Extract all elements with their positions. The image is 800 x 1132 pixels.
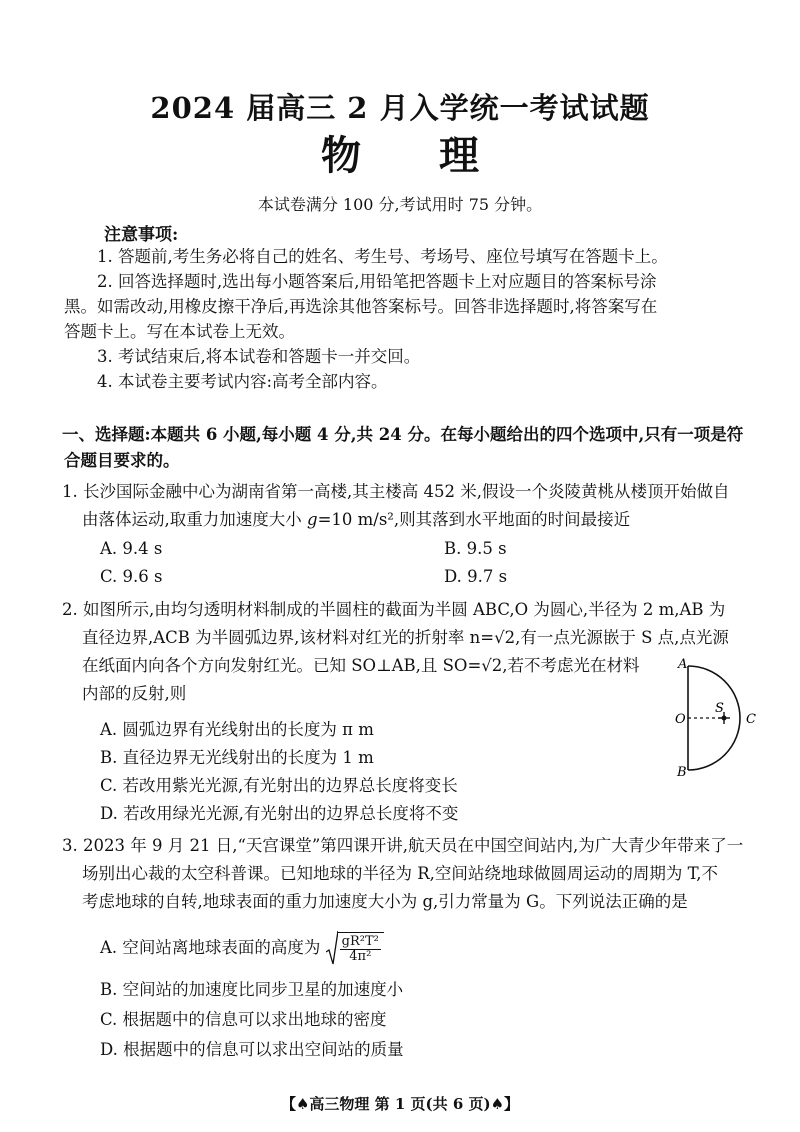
notice-item: 2. 回答选择题时,选出每小题答案后,用铅笔把答题卡上对应题目的答案标号涂 [97,272,657,291]
question-text: 考虑地球的自转,地球表面的重力加速度大小为 g,引力常量为 G。下列说法正确的是 [82,892,688,911]
question-text: 2. 如图所示,由均匀透明材料制成的半圆柱的截面为半圆 ABC,O 为圆心,半径为 2 m,AB 为 [62,600,726,619]
notice-item: 答题卡上。写在本试卷上无效。 [64,322,295,341]
notice-heading: 注意事项: [104,225,179,245]
option-text: A. 空间站离地球表面的高度为 [100,938,321,957]
fraction-numerator: gR²T² [341,934,379,949]
q2-option-c: C. 若改用紫光光源,有光射出的边界总长度将变长 [100,776,458,795]
label-c: C [746,712,756,727]
q1-option-b: B. 9.5 s [444,539,507,558]
question-3 [62,832,764,916]
fraction-denominator: 4π² [349,949,372,964]
question-1 [62,478,764,534]
label-s: S [715,701,724,716]
exam-info: 本试卷满分 100 分,考试用时 75 分钟。 [257,195,543,214]
q1-option-d: D. 9.7 s [444,567,508,586]
question-text: 在纸面内向各个方向发射红光。已知 SO⊥AB,且 SO=√2,若不考虑光在材料 [82,656,640,675]
q3-option-a [100,930,384,966]
q1-option-a: A. 9.4 s [100,539,163,558]
section-heading-line: 合题目要求的。 [64,451,180,470]
notice-item: 1. 答题前,考生务必将自己的姓名、考生号、考场号、座位号填写在答题卡上。 [97,247,668,266]
fraction [340,935,381,964]
question-text: 1. 长沙国际金融中心为湖南省第一高楼,其主楼高 452 米,假设一个炎陵黄桃从楼顶开始做自 [62,482,730,501]
label-a: A [678,657,688,672]
label-b: B [677,765,687,780]
notice-list [64,244,754,394]
subject-title: 物理 [321,132,557,179]
notice-item: 3. 考试结束后,将本试卷和答题卡一并交回。 [97,347,421,366]
q2-option-b: B. 直径边界无光线射出的长度为 1 m [100,748,374,767]
label-o: O [675,712,686,727]
q2-option-d: D. 若改用绿光光源,有光射出的边界总长度将不变 [100,804,459,823]
question-text: 场别出心裁的太空科普课。已知地球的半径为 R,空间站绕地球做圆周运动的周期为 T,不 [82,864,718,883]
q3-option-b: B. 空间站的加速度比同步卫星的加速度小 [100,980,404,999]
notice-item: 黑。如需改动,用橡皮擦干净后,再选涂其他答案标号。回答非选择题时,将答案写在 [64,297,658,316]
text-part: 由落体运动,取重力加速度大小 [82,510,307,529]
section-heading-line: 一、选择题:本题共 6 小题,每小题 4 分,共 24 分。在每小题给出的四个选项中,只有一项是符 [62,425,744,444]
question-text: 3. 2023 年 9 月 21 日,“天宫课堂”第四课开讲,航天员在中国空间站内,为广大青少年带来了一 [62,836,744,855]
text-part: =10 m/s²,则其落到水平地面的时间最接近 [317,510,631,529]
q3-option-c: C. 根据题中的信息可以求出地球的密度 [100,1010,387,1029]
question-text [62,506,764,534]
variable: g [307,510,318,529]
q3-option-d: D. 根据题中的信息可以求出空间站的质量 [100,1040,404,1059]
page-footer: 【♠高三物理 第 1 页(共 6 页)♠】 [280,1095,520,1113]
semicircle-figure [660,656,780,780]
sqrt-expression [326,930,384,966]
q2-option-a: A. 圆弧边界有光线射出的长度为 π m [100,720,374,739]
section-heading [62,422,762,474]
question-2 [62,596,764,708]
question-text: 直径边界,ACB 为半圆弧边界,该材料对红光的折射率 n=√2,有一点光源嵌于 S 点,点光源 [82,628,729,647]
exam-title: 2024 届高三 2 月入学统一考试试题 [150,91,650,125]
question-text: 内部的反射,则 [82,684,187,703]
notice-item: 4. 本试卷主要考试内容:高考全部内容。 [97,372,388,391]
q1-option-c: C. 9.6 s [100,567,163,586]
